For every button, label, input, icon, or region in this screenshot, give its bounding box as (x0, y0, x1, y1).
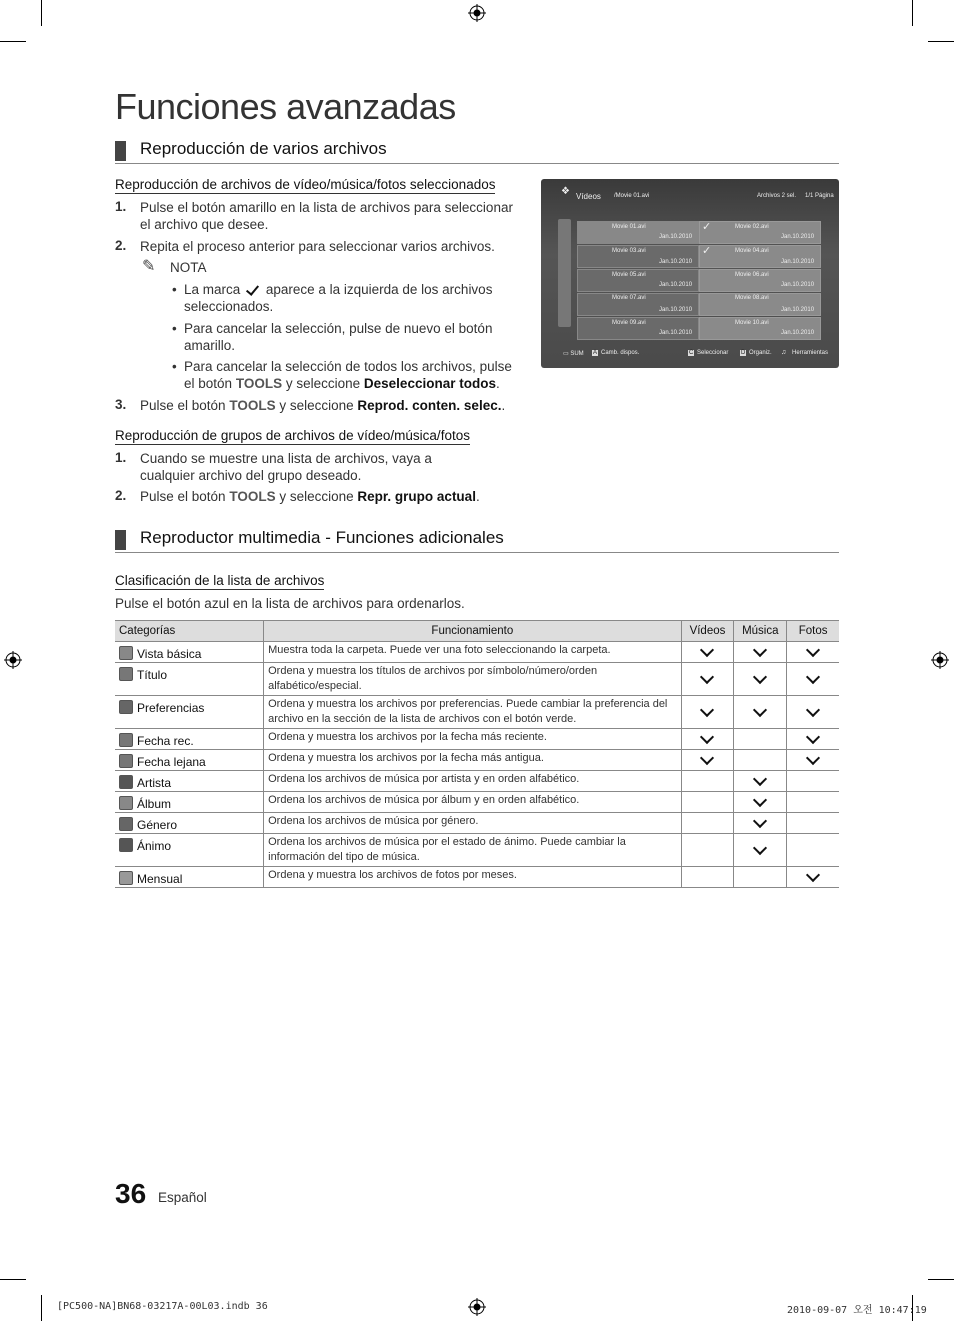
tv-file-name: Movie 03.avi (612, 248, 646, 254)
subsection-title: Reproducción de grupos de archivos de vídeo/música/fotos (115, 428, 470, 443)
support-cell (681, 729, 734, 750)
column-header: Categorías (115, 621, 264, 642)
support-cell (787, 750, 839, 771)
tools-key: TOOLS (235, 376, 283, 391)
category-label: Álbum (137, 797, 172, 811)
table-row (115, 696, 839, 729)
category-cell (115, 729, 264, 750)
check-icon (753, 841, 767, 855)
category-cell (115, 771, 264, 792)
crop-mark (928, 1279, 954, 1280)
subsection-title: Reproducción de archivos de vídeo/música/fotos seleccionados (115, 177, 496, 192)
tv-file-name: Movie 06.avi (735, 272, 769, 278)
registration-mark-icon (931, 651, 949, 669)
step-text-part: y seleccione (279, 489, 354, 504)
tv-tools-label: Herramientas (792, 350, 829, 356)
support-cell (681, 771, 734, 792)
menu-option: Reprod. conten. selec. (357, 398, 502, 413)
support-cell (734, 792, 787, 813)
check-icon (806, 868, 820, 882)
check-icon (806, 730, 820, 744)
support-cell (681, 696, 734, 729)
bullet-text-part: Para cancelar la selección de todos los archivos, pulse el botón (184, 359, 512, 391)
tv-title: Vídeos (576, 192, 601, 201)
description-cell: Ordena y muestra los títulos de archivos por símbolo/número/orden alfabético/especial. (264, 663, 681, 696)
support-cell (734, 813, 787, 834)
step-text-part: y seleccione (279, 398, 354, 413)
table-row (115, 729, 839, 750)
tv-file-name: Movie 01.avi (612, 224, 646, 230)
check-icon (806, 703, 820, 717)
check-icon (753, 793, 767, 807)
category-cell (115, 642, 264, 663)
tv-file-name: Movie 05.avi (612, 272, 646, 278)
table-row (115, 834, 839, 867)
category-label: Vista básica (137, 647, 202, 661)
crop-mark (0, 1279, 26, 1280)
step-number: 1. (115, 450, 127, 465)
category-icon (119, 667, 133, 681)
tv-button-a: A (593, 350, 598, 356)
category-label: Género (137, 818, 178, 832)
description-cell: Ordena y muestra los archivos por preferencias. Puede cambiar la preferencia del archivo en la sección de la lista de archivos con el botón verde. (264, 696, 681, 729)
category-label: Fecha rec. (137, 734, 194, 748)
support-cell (787, 867, 839, 888)
check-icon (753, 814, 767, 828)
description-cell: Ordena los archivos de música por artista y en orden alfabético. (264, 771, 681, 792)
support-cell (734, 750, 787, 771)
crop-mark (928, 41, 954, 42)
category-cell (115, 834, 264, 867)
support-cell (787, 663, 839, 696)
tv-tools-icon: ♫ (781, 349, 787, 356)
category-label: Mensual (137, 872, 183, 886)
tv-sum-text: SUM (570, 351, 584, 357)
section-bar (115, 530, 126, 550)
check-icon (700, 730, 714, 744)
check-icon (753, 670, 767, 684)
bullet-text-part: y seleccione (285, 376, 361, 391)
support-cell (681, 867, 734, 888)
bullet-icon: • (172, 282, 177, 297)
checkmark-icon (246, 282, 259, 296)
tv-files-selected: Archivos 2 sel. (757, 193, 797, 199)
category-icon (119, 871, 133, 885)
category-cell (115, 750, 264, 771)
step-text-part: Pulse el botón (140, 398, 226, 413)
description-cell: Ordena los archivos de música por el estado de ánimo. Puede cambiar la información del tipo de música. (264, 834, 681, 867)
support-cell (734, 834, 787, 867)
support-cell (681, 642, 734, 663)
step-text: Pulse el botón TOOLS y seleccione Repr. grupo actual. (140, 489, 480, 504)
registration-mark-icon (468, 1298, 486, 1316)
tv-file-name: Movie 08.avi (735, 295, 769, 301)
support-cell (787, 813, 839, 834)
bullet-text (184, 281, 514, 315)
description-cell: Muestra toda la carpeta. Puede ver una foto seleccionando la carpeta. (264, 642, 681, 663)
page-number: 36 (115, 1178, 147, 1209)
tv-button-a-label: Camb. dispos. (601, 350, 640, 356)
support-cell (787, 834, 839, 867)
videos-icon: ❖ (561, 186, 570, 197)
tv-file-date: Jan.10.2010 (781, 259, 815, 265)
imprint-file: [PC500-NA]BN68-03217A-00L03.indb 36 (57, 1301, 268, 1312)
category-cell (115, 663, 264, 696)
table-row (115, 663, 839, 696)
check-icon (806, 643, 820, 657)
support-cell (681, 813, 734, 834)
category-icon (119, 817, 133, 831)
step-number: 2. (115, 488, 127, 503)
tv-page: 1/1 Página (805, 193, 834, 199)
description-cell: Ordena y muestra los archivos por la fecha más reciente. (264, 729, 681, 750)
tv-button-d-label: Organiz. (749, 350, 772, 356)
step-text-part: Pulse el botón (140, 489, 226, 504)
table-header-row (115, 621, 839, 642)
bullet-icon: • (172, 321, 177, 336)
bullet-text-part: aparece a la izquierda de los archivos seleccionados. (184, 282, 493, 314)
support-cell (787, 729, 839, 750)
registration-mark-icon (468, 4, 486, 22)
tv-file-date: Jan.10.2010 (781, 307, 815, 313)
tv-button-d: D (741, 350, 746, 356)
step-text: Repita el proceso anterior para seleccionar varios archivos. (140, 239, 495, 254)
check-icon (700, 643, 714, 657)
section-header (115, 139, 839, 164)
tv-file-date: Jan.10.2010 (781, 330, 815, 336)
tv-file-date: Jan.10.2010 (659, 282, 693, 288)
check-icon (806, 670, 820, 684)
table-row (115, 792, 839, 813)
imprint-timestamp: 2010-09-07 오전 10:47:19 (787, 1305, 927, 1316)
bullet-text: Para cancelar la selección de todos los archivos, pulse el botón TOOLS y seleccione Deseleccionar todos. (184, 359, 512, 391)
intro-text: Pulse el botón azul en la lista de archivos para ordenarlos. (115, 596, 465, 611)
category-icon (119, 838, 133, 852)
note-label: NOTA (170, 260, 207, 275)
check-icon (753, 643, 767, 657)
support-cell (787, 696, 839, 729)
category-label: Ánimo (137, 839, 172, 853)
note-pencil-icon: ✎ (142, 258, 156, 275)
tv-file-name: Movie 04.avi (735, 248, 769, 254)
tv-file-name: Movie 10.avi (735, 320, 769, 326)
menu-option: Repr. grupo actual (357, 489, 476, 504)
support-cell (734, 771, 787, 792)
category-icon (119, 733, 133, 747)
step-number: 1. (115, 199, 127, 214)
description-cell: Ordena los archivos de música por género. (264, 813, 681, 834)
support-cell (787, 642, 839, 663)
tv-file-date: Jan.10.2010 (659, 307, 693, 313)
category-icon (119, 796, 133, 810)
support-cell (734, 867, 787, 888)
support-cell (681, 834, 734, 867)
description-cell: Ordena y muestra los archivos de fotos por meses. (264, 867, 681, 888)
tv-button-c: C (689, 350, 694, 356)
support-cell (734, 729, 787, 750)
tv-file-date: Jan.10.2010 (659, 259, 693, 265)
tv-category-sidebar (558, 219, 571, 327)
category-label: Preferencias (137, 701, 205, 715)
tv-file-name: Movie 02.avi (735, 224, 769, 230)
tools-key: TOOLS (229, 489, 276, 504)
category-cell (115, 792, 264, 813)
step-number: 2. (115, 238, 127, 253)
tv-button-c-label: Seleccionar (697, 350, 729, 356)
description-cell: Ordena los archivos de música por álbum y en orden alfabético. (264, 792, 681, 813)
tv-file-date: Jan.10.2010 (781, 282, 815, 288)
page-title: Funciones avanzadas (115, 86, 456, 127)
section-header (115, 528, 839, 553)
table-row (115, 750, 839, 771)
crop-mark (41, 0, 42, 26)
column-header: Funcionamiento (264, 621, 681, 642)
check-icon (753, 772, 767, 786)
category-icon (119, 700, 133, 714)
section-title: Reproductor multimedia - Funciones adicionales (140, 528, 504, 547)
support-cell (681, 750, 734, 771)
support-cell (734, 696, 787, 729)
tv-path: /Movie 01.avi (614, 193, 650, 199)
tv-screen-image (541, 179, 839, 368)
column-header: Vídeos (681, 621, 734, 642)
check-icon (753, 703, 767, 717)
tv-check-icon: ✓ (702, 245, 712, 257)
tv-file-date: Jan.10.2010 (659, 330, 693, 336)
support-cell (734, 663, 787, 696)
category-icon (119, 775, 133, 789)
tv-file-date: Jan.10.2010 (659, 234, 693, 240)
menu-option: Deseleccionar todos (363, 376, 496, 391)
column-header: Música (734, 621, 787, 642)
check-icon (700, 751, 714, 765)
sort-categories-table (115, 620, 839, 888)
registration-mark-icon (4, 651, 22, 669)
check-icon (700, 670, 714, 684)
description-cell: Ordena y muestra los archivos por la fecha más antigua. (264, 750, 681, 771)
section-title: Reproducción de varios archivos (140, 139, 387, 158)
check-icon (806, 751, 820, 765)
tv-file-name: Movie 07.avi (612, 295, 646, 301)
bullet-text-part: La marca (184, 282, 241, 297)
step-text: Pulse el botón TOOLS y seleccione Reprod. conten. selec.. (140, 398, 506, 413)
tv-file-date: Jan.10.2010 (781, 234, 815, 240)
section-bar (115, 141, 126, 161)
bullet-text: Para cancelar la selección, pulse de nuevo el botón amarillo. (184, 321, 493, 353)
support-cell (787, 771, 839, 792)
step-text: Pulse el botón amarillo en la lista de archivos para seleccionar el archivo que desee. (140, 200, 513, 232)
category-label: Artista (137, 776, 172, 790)
category-cell (115, 867, 264, 888)
support-cell (787, 792, 839, 813)
subsection-title: Clasificación de la lista de archivos (115, 573, 325, 588)
tv-check-icon: ✓ (702, 221, 712, 233)
bullet-icon: • (172, 359, 177, 374)
table-row (115, 642, 839, 663)
category-label: Fecha lejana (137, 755, 206, 769)
crop-mark (0, 41, 26, 42)
category-icon (119, 646, 133, 660)
tools-key: TOOLS (229, 398, 276, 413)
support-cell (681, 792, 734, 813)
table-row (115, 867, 839, 888)
category-cell (115, 696, 264, 729)
support-cell (681, 663, 734, 696)
check-icon (700, 703, 714, 717)
tv-file-name: Movie 09.avi (612, 320, 646, 326)
table-row (115, 813, 839, 834)
crop-mark (912, 0, 913, 26)
crop-mark (41, 1295, 42, 1321)
support-cell (734, 642, 787, 663)
category-icon (119, 754, 133, 768)
category-cell (115, 813, 264, 834)
table-row (115, 771, 839, 792)
category-label: Título (137, 668, 168, 682)
language-label: Español (158, 1190, 207, 1205)
step-number: 3. (115, 397, 127, 412)
column-header: Fotos (787, 621, 839, 642)
tv-sum-label: ▭ SUM (563, 351, 584, 357)
step-text: Cuando se muestre una lista de archivos, vaya a cualquier archivo del grupo deseado. (140, 451, 432, 483)
